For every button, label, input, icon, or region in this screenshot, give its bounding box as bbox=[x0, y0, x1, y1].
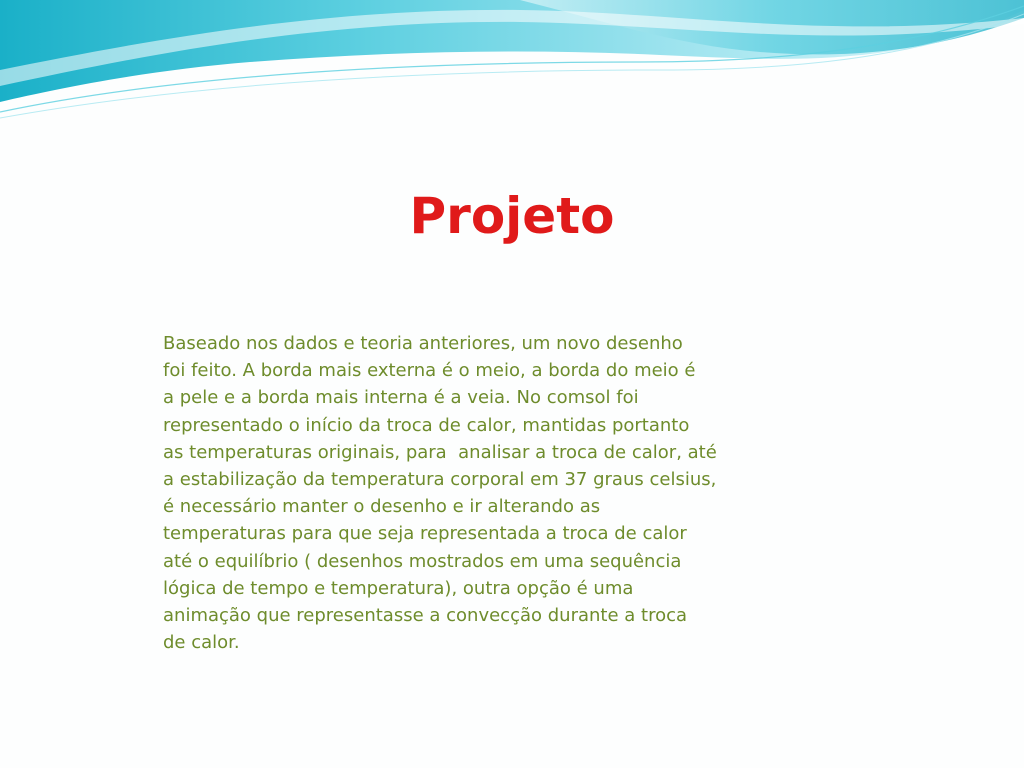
body-line: é necessário manter o desenho e ir alterando as bbox=[163, 496, 601, 518]
body-line: representado o início da troca de calor, mantidas portanto bbox=[163, 414, 690, 436]
body-line: foi feito. A borda mais externa é o meio, a borda do meio é bbox=[163, 360, 696, 382]
body-line: lógica de tempo e temperatura), outra opção é uma bbox=[163, 577, 634, 599]
slide-body bbox=[163, 330, 853, 656]
body-line: animação que representasse a convecção durante a troca bbox=[163, 605, 688, 627]
body-line: a pele e a borda mais interna é a veia. No comsol foi bbox=[163, 387, 639, 409]
body-line: de calor. bbox=[163, 632, 240, 654]
body-line: Baseado nos dados e teoria anteriores, um novo desenho bbox=[163, 333, 683, 354]
body-line: até o equilíbrio ( desenhos mostrados em uma sequência bbox=[163, 550, 682, 572]
wave-decoration bbox=[0, 0, 1024, 130]
body-line: a estabilização da temperatura corporal em 37 graus celsius, bbox=[163, 469, 717, 491]
slide-title: Projeto bbox=[409, 187, 615, 245]
body-line: as temperaturas originais, para analisar a troca de calor, até bbox=[163, 441, 717, 463]
body-line: temperaturas para que seja representada a troca de calor bbox=[163, 523, 687, 545]
